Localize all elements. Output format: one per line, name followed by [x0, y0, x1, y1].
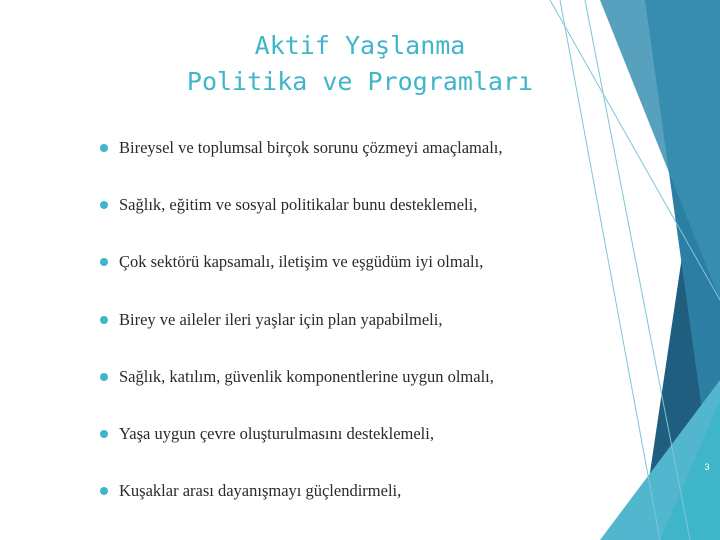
- bullet-dot-icon: [100, 373, 108, 381]
- title-line-2: Politika ve Programları: [186, 67, 534, 96]
- bullet-text: Sağlık, eğitim ve sosyal politikalar bunu desteklemeli,: [119, 195, 478, 215]
- bullet-item: [100, 300, 600, 357]
- bullet-dot-icon: [100, 487, 108, 495]
- bullet-item: [100, 357, 600, 414]
- bullet-item: [100, 185, 600, 242]
- bullet-dot-icon: [100, 258, 108, 266]
- bullet-text: Sağlık, katılım, güvenlik komponentlerine uygun olmalı,: [119, 366, 494, 386]
- bullet-list: [100, 128, 600, 528]
- bullet-dot-icon: [100, 144, 108, 152]
- title-line-1: Aktif Yaşlanma: [254, 31, 466, 60]
- bullet-dot-icon: [100, 430, 108, 438]
- bullet-item: [100, 471, 600, 528]
- bullet-dot-icon: [100, 316, 108, 324]
- slide-title: [80, 28, 640, 100]
- bullet-text: Yaşa uygun çevre oluşturulmasını desteklemeli,: [119, 423, 434, 443]
- bullet-item: [100, 414, 600, 471]
- bullet-item: [100, 242, 600, 299]
- page-number: 3: [704, 462, 710, 472]
- bullet-text: Birey ve aileler ileri yaşlar için plan yapabilmeli,: [119, 309, 443, 329]
- bullet-text: Bireysel ve toplumsal birçok sorunu çözmeyi amaçlamalı,: [119, 138, 503, 157]
- bullet-dot-icon: [100, 201, 108, 209]
- bullet-text: Kuşaklar arası dayanışmayı güçlendirmeli,: [119, 481, 402, 501]
- bullet-item: [100, 128, 600, 185]
- bullet-text: Çok sektörü kapsamalı, iletişim ve eşgüdüm iyi olmalı,: [119, 252, 484, 272]
